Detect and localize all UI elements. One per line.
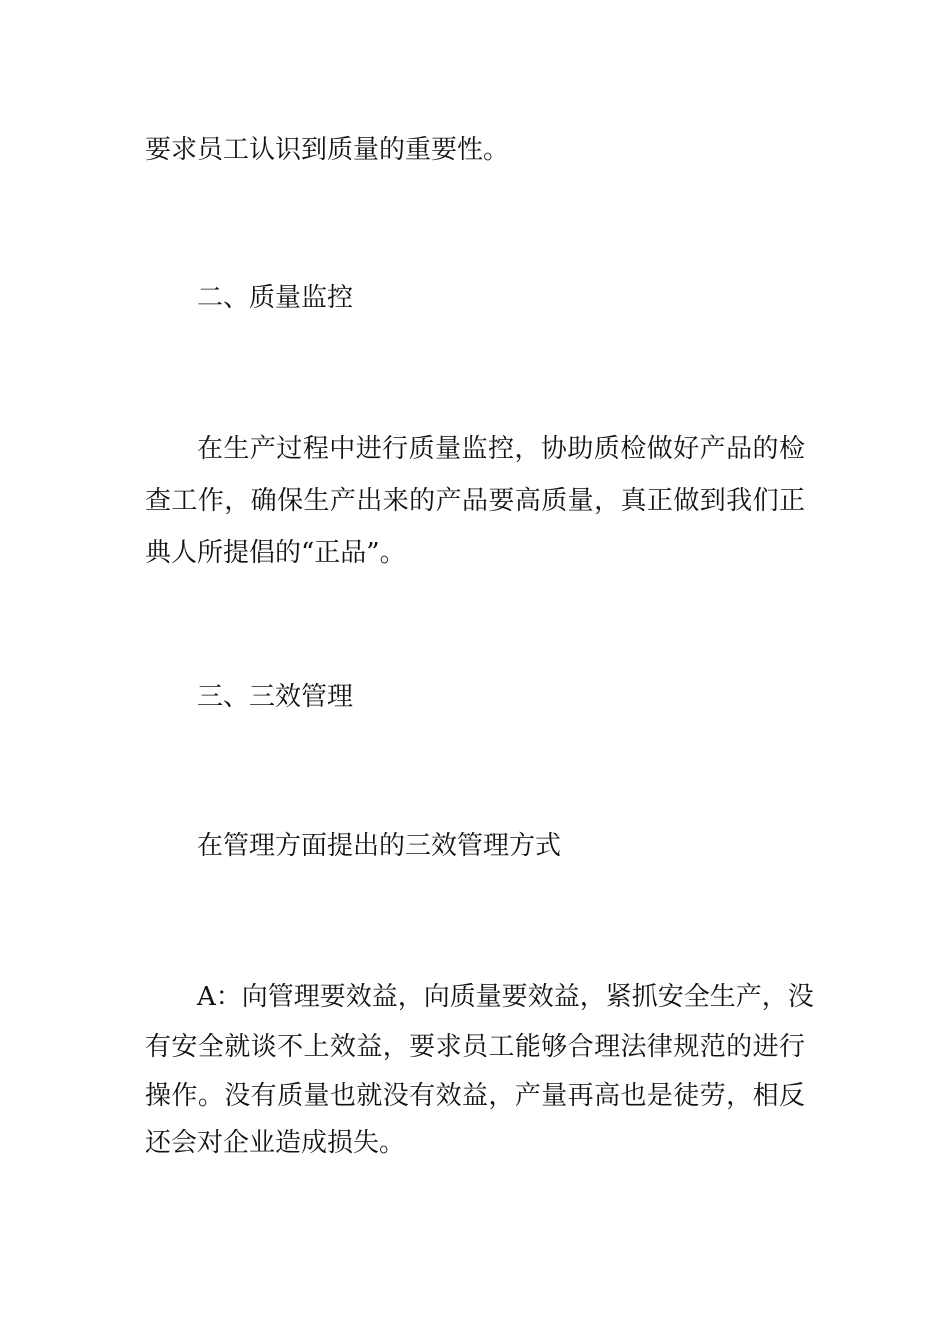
paragraph-line: 有安全就谈不上效益，要求员工能够合理法律规范的进行 bbox=[145, 1032, 805, 1062]
section-heading-three-efficiency-management: 三、三效管理 bbox=[197, 682, 354, 712]
paragraph-line: 要求员工认识到质量的重要性。 bbox=[145, 135, 510, 165]
paragraph-line: 查工作，确保生产出来的产品要高质量，真正做到我们正 bbox=[145, 486, 805, 516]
paragraph-line: 还会对企业造成损失。 bbox=[145, 1128, 406, 1158]
paragraph-line: 典人所提倡的“正品”。 bbox=[145, 538, 406, 568]
paragraph-line: 在生产过程中进行质量监控，协助质检做好产品的检 bbox=[197, 434, 805, 464]
section-heading-quality-monitoring: 二、质量监控 bbox=[197, 283, 354, 313]
paragraph-line: 操作。没有质量也就没有效益，产量再高也是徒劳，相反 bbox=[145, 1081, 805, 1111]
paragraph-line: 在管理方面提出的三效管理方式 bbox=[197, 831, 562, 861]
paragraph-line: A：向管理要效益，向质量要效益，紧抓安全生产，没 bbox=[197, 982, 814, 1012]
